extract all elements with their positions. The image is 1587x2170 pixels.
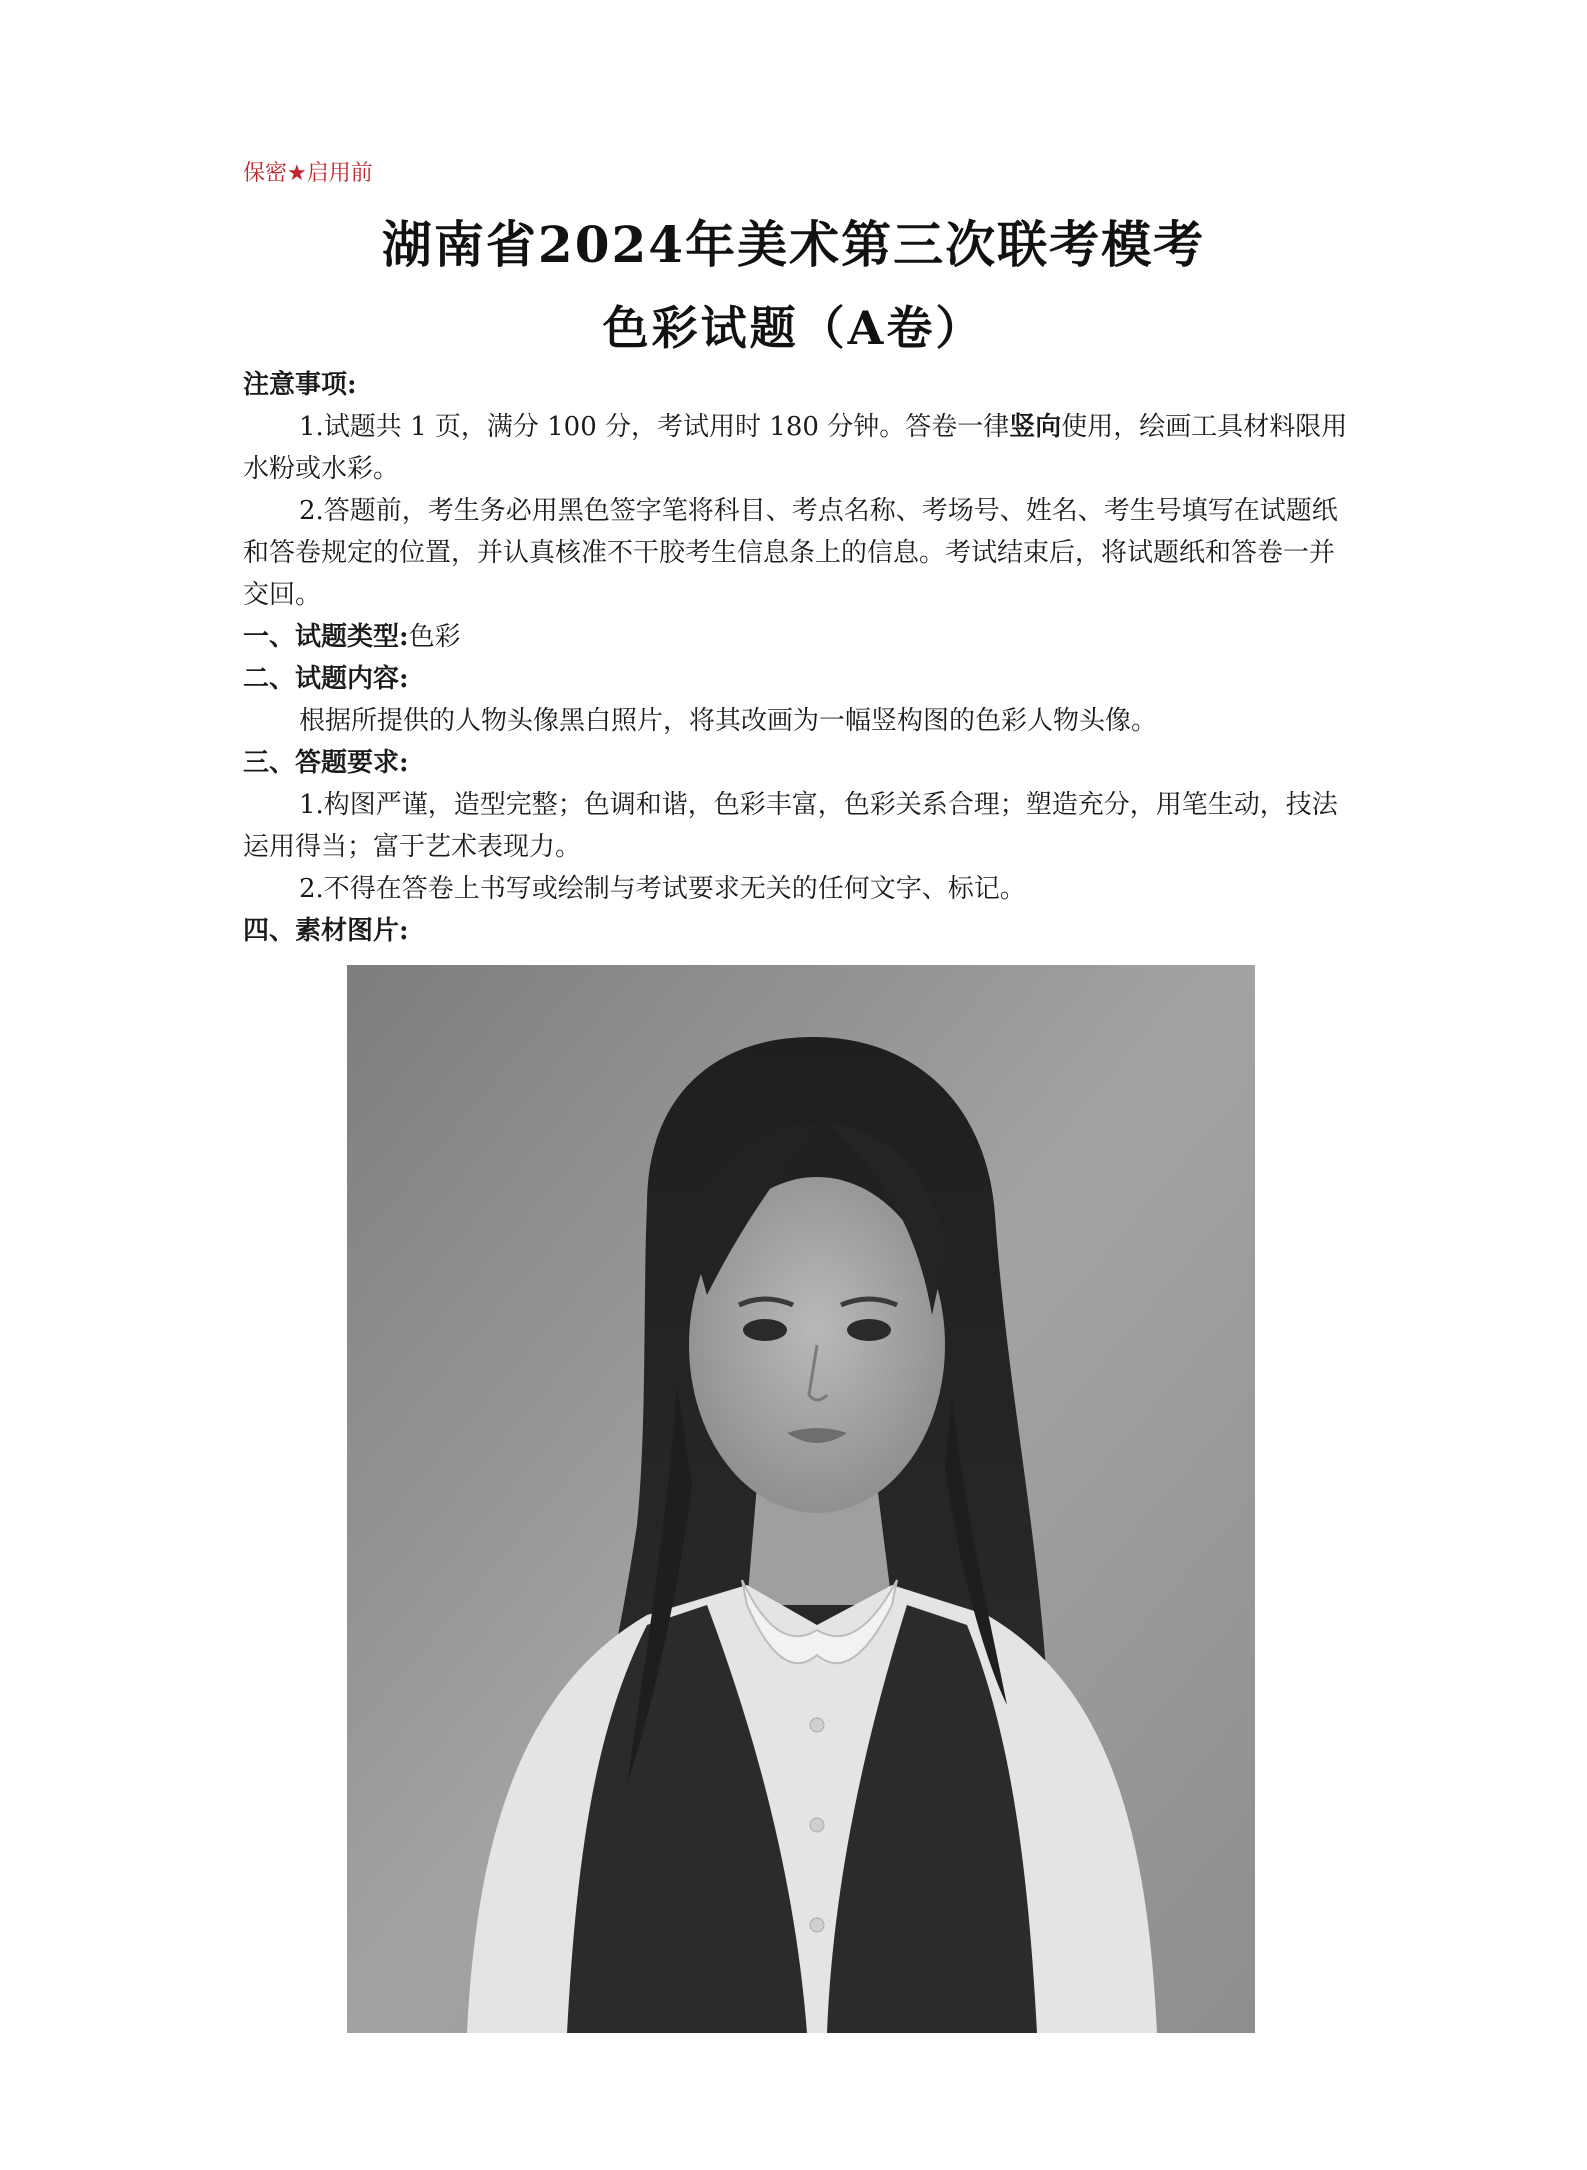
notes-item-1-bold: 竖向 — [1009, 412, 1062, 442]
section-content-text: 根据所提供的人物头像黑白照片，将其改画为一幅竖构图的色彩人物头像。 — [299, 706, 1158, 736]
section-type-label: 一、试题类型: — [243, 622, 409, 652]
notes-heading: 注意事项: — [243, 370, 357, 400]
notes-item-2: 2.答题前，考生务必用黑色签字笔将科目、考点名称、考场号、姓名、考生号填写在试题纸和答卷规定的位置，并认真核准不干胶考生信息条上的信息。考试结束后，将试题纸和答卷一并交回。 — [243, 496, 1338, 610]
confidential-mark: 保密★启用前 — [243, 161, 373, 186]
section-type — [243, 616, 1353, 658]
notes-item-1-part-b: 使用，绘画工具材料限用水粉或水彩。 — [243, 412, 1348, 484]
portrait-illustration — [347, 965, 1255, 2033]
requirement-2: 2.不得在答卷上书写或绘制与考试要求无关的任何文字、标记。 — [299, 874, 1026, 904]
section-material-label: 四、素材图片: — [243, 916, 409, 946]
requirement-1: 1.构图严谨，造型完整；色调和谐，色彩丰富，色彩关系合理；塑造充分，用笔生动，技法运用得当；富于艺术表现力。 — [243, 790, 1338, 862]
reference-portrait-photo — [347, 965, 1255, 2033]
section-requirements-label: 三、答题要求: — [243, 748, 409, 778]
section-content-label: 二、试题内容: — [243, 664, 409, 694]
section-type-value: 色彩 — [408, 622, 461, 652]
exam-instructions — [243, 364, 1353, 952]
notes-item-1 — [243, 406, 1353, 490]
exam-subtitle: 色彩试题（A卷） — [602, 301, 985, 355]
notes-item-1-part-a: 1.试题共 1 页，满分 100 分，考试用时 180 分钟。答卷一律 — [299, 412, 1010, 442]
exam-title: 湖南省2024年美术第三次联考模考 — [381, 215, 1206, 274]
